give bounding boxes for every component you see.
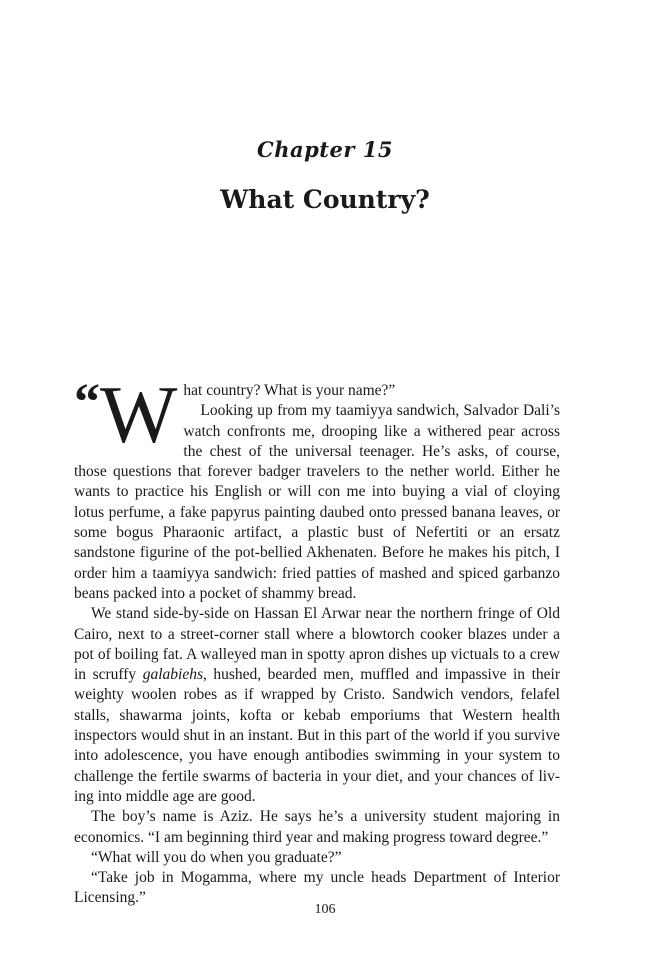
chapter-title: What Country? bbox=[220, 185, 430, 214]
drop-cap: W bbox=[100, 369, 178, 460]
chapter-label: Chapter 15 bbox=[257, 137, 393, 162]
paragraph-6: “Take job in Mogamma, where my uncle heads Department of Interior Licensing.” bbox=[74, 869, 560, 907]
paragraph-3-italic-word: galabiehs bbox=[142, 666, 203, 684]
paragraph-3-text-a: We stand side-by-side on Hassan El Arwar near the northern fringe of Old Cairo, next to a street-corner stall where a blowtorch cooker blazes under a pot of boiling fat. A walleyed man in spotty apron dishes up victuals to a crew in scruffy bbox=[74, 605, 560, 684]
body-text bbox=[74, 369, 560, 909]
paragraph-1-text: hat country? What is your name?” bbox=[183, 382, 396, 399]
paragraph-opening bbox=[74, 369, 560, 460]
paragraph-3-text-b: , hushed, bearded men, muffled and impassive in their weighty woolen robes as if wrapped by Cristo. Sandwich vendors, felafel stalls, shawarma joints, kofta or kebab emporiums that Western health inspectors would shut in an instant. But in this part of the world if you survive into adolescence, you have enough antibodies swimming in your system to challenge the fertile swarms of bacteria in your diet, and your chances of living into middle age are good. bbox=[74, 666, 560, 805]
opening-quote-mark: “ bbox=[74, 374, 100, 431]
paragraph-5: “What will you do when you graduate?” bbox=[91, 848, 342, 866]
page-number: 106 bbox=[314, 902, 336, 917]
paragraph-4: The boy’s name is Aziz. He says he’s a university student majoring in economics. “I am beginning third year and making progress toward degree.” bbox=[74, 808, 560, 846]
paragraph-2: Looking up from my taamiyya sandwich, Salvador Dali’s watch confronts me, drooping like a withered pear across the chest of the universal teenager. He’s asks, of course, those questions that forever badger travelers to the nether world. Either he wants to practice his English or will con me into buying a vial of cloying lotus perfume, a fake papyrus painting daubed onto pressed banana leaves, or some bogus Pharaonic artifact, a plastic bust of Nefertiti or an ersatz sandstone figurine of the pot-bellied Akhenaten. Before he makes his pitch, I order him a taamiyya sandwich: fried patties of mashed and spiced garbanzo beans packed into a pocket of shammy bread. bbox=[74, 402, 560, 602]
paragraph-3 bbox=[74, 604, 560, 807]
